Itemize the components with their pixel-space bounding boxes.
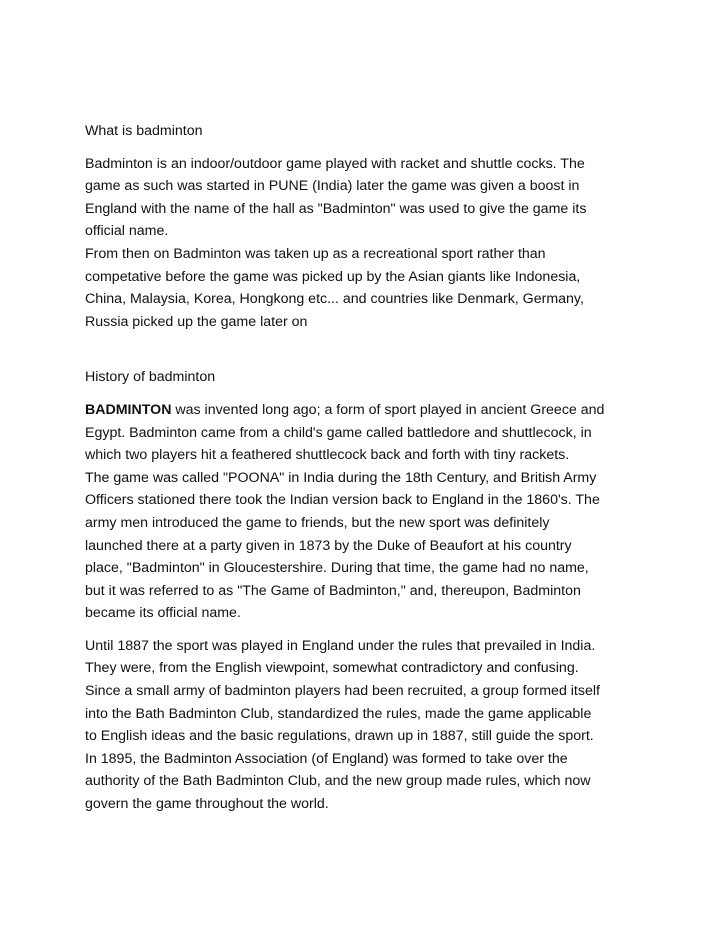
text-line: In 1895, the Badminton Association (of England) was formed to take over the: [85, 750, 568, 767]
text-line: which two players hit a feathered shuttlecock back and forth with tiny rackets.: [85, 447, 570, 464]
text-line: Russia picked up the game later on: [85, 313, 308, 330]
text-line: Since a small army of badminton players had been recruited, a group formed itself: [85, 683, 600, 700]
text-line: China, Malaysia, Korea, Hongkong etc... and countries like Denmark, Germany,: [85, 291, 584, 308]
text-line: From then on Badminton was taken up as a recreational sport rather than: [85, 245, 546, 262]
text-line: but it was referred to as "The Game of Badminton," and, thereupon, Badminton: [85, 582, 581, 599]
text-line: govern the game throughout the world.: [85, 796, 329, 813]
text-line-first: [85, 399, 651, 422]
text-line: to English ideas and the basic regulations, drawn up in 1887, still guide the sport.: [85, 728, 594, 745]
section-heading-what-is: What is badminton: [85, 123, 203, 139]
text-line: Until 1887 the sport was played in England under the rules that prevailed in India.: [85, 637, 596, 654]
text-line: Egypt. Badminton came from a child's game called battledore and shuttlecock, in: [85, 424, 592, 441]
text-line: became its official name.: [85, 605, 241, 622]
text-line: authority of the Bath Badminton Club, and the new group made rules, which now: [85, 773, 591, 790]
text-line: competative before the game was picked up by the Asian giants like Indonesia,: [85, 268, 581, 285]
history-paragraph-1: [85, 399, 651, 625]
section-spacer: [85, 343, 651, 366]
text-line: Badminton is an indoor/outdoor game played with racket and shuttle cocks. The: [85, 155, 585, 172]
text-line: England with the name of the hall as "Badminton" was used to give the game its: [85, 200, 587, 217]
first-line-rest: was invented long ago; a form of sport played in ancient Greece and: [171, 401, 605, 418]
history-paragraph-2: [85, 635, 651, 816]
text-line: Officers stationed there took the Indian version back to England in the 1860's. The: [85, 492, 600, 509]
text-line: They were, from the English viewpoint, somewhat contradictory and confusing.: [85, 660, 579, 677]
bold-term-badminton: BADMINTON: [85, 401, 172, 418]
text-line: official name.: [85, 223, 169, 240]
text-line: into the Bath Badminton Club, standardized the rules, made the game applicable: [85, 705, 592, 722]
document-page: [85, 120, 651, 826]
text-line: launched there at a party given in 1873 by the Duke of Beaufort at his country: [85, 537, 572, 554]
text-line: army men introduced the game to friends, but the new sport was definitely: [85, 514, 550, 531]
what-is-paragraph: [85, 153, 651, 334]
text-line: The game was called "POONA" in India during the 18th Century, and British Army: [85, 469, 597, 486]
text-line: game as such was started in PUNE (India) later the game was given a boost in: [85, 178, 580, 195]
section-heading-history: History of badminton: [85, 369, 216, 386]
text-line: place, "Badminton" in Gloucestershire. During that time, the game had no name,: [85, 560, 589, 577]
